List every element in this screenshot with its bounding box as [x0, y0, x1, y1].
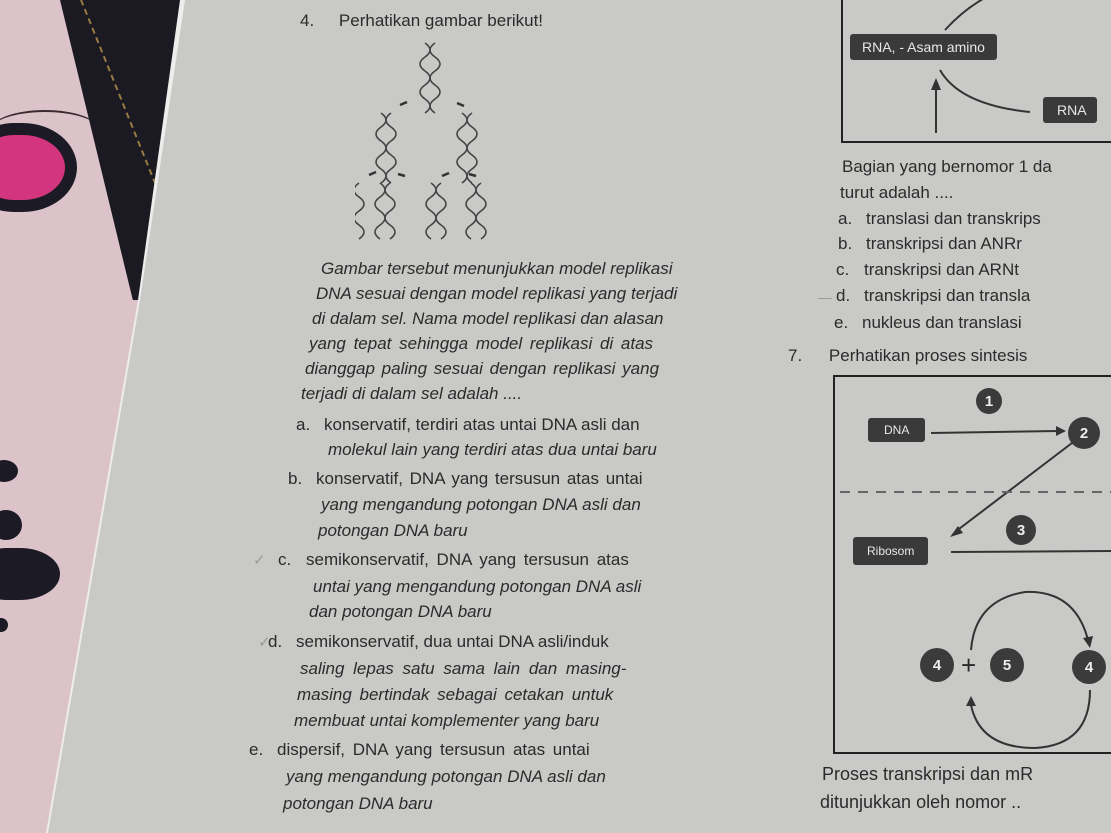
number-circle-4: 4 — [920, 648, 954, 682]
option-text: yang mengandung potongan DNA asli dan — [286, 767, 606, 786]
option-text: konservatif, DNA yang tersusun atas untai — [316, 469, 643, 488]
option-letter: d. — [836, 286, 851, 305]
stem-line: terjadi di dalam sel adalah .... — [301, 384, 523, 403]
rna-asam-amino-tag: RNA, - Asam amino — [850, 34, 997, 60]
number-circle-5: 5 — [990, 648, 1024, 682]
option-letter: a. — [838, 209, 853, 228]
option-text: transkripsi dan ANRr — [866, 234, 1022, 253]
number-circle-2: 2 — [1068, 417, 1100, 449]
stem-line: DNA sesuai dengan model replikasi yang terjadi — [316, 284, 678, 303]
option-letter: c. — [278, 550, 292, 569]
stem-line: Gambar tersebut menunjukkan model replikasi — [321, 259, 673, 278]
option-text: potongan DNA baru — [318, 521, 468, 540]
plus-sign: + — [961, 650, 977, 680]
number-circle-3: 3 — [1006, 515, 1036, 545]
option-letter: b. — [838, 234, 853, 253]
dna-tag: DNA — [868, 418, 925, 442]
option-text: potongan DNA baru — [283, 794, 433, 813]
option-text: konservatif, terdiri atas untai DNA asli dan — [324, 415, 640, 434]
option-text: yang mengandung potongan DNA asli dan — [321, 495, 641, 514]
option-text: untai yang mengandung potongan DNA asli — [313, 577, 642, 596]
option-text: nukleus dan translasi — [862, 313, 1022, 332]
option-letter: e. — [249, 740, 264, 759]
option-text: dan potongan DNA baru — [309, 602, 492, 621]
question-number: 7. — [788, 346, 803, 365]
question-prompt: Perhatikan gambar berikut! — [338, 11, 544, 30]
option-letter: b. — [288, 469, 303, 488]
option-text: masing bertindak sebagai cetakan untuk — [297, 685, 614, 704]
option-text: semikonservatif, DNA yang tersusun atas — [306, 550, 629, 569]
question-prompt: Perhatikan proses sintesis — [828, 346, 1028, 365]
pencil-check-icon: — — [818, 289, 832, 305]
pencil-check-icon: ✓ — [253, 552, 266, 569]
number-circle-4-right: 4 — [1072, 650, 1106, 684]
option-text: semikonservatif, dua untai DNA asli/induk — [296, 632, 609, 651]
option-text: transkripsi dan ARNt — [864, 260, 1019, 279]
stem-line: yang tepat sehingga model replikasi di atas — [309, 334, 654, 353]
option-letter: e. — [834, 313, 849, 332]
option-text: transkripsi dan transla — [864, 286, 1031, 305]
number-circle-1: 1 — [976, 388, 1002, 414]
option-letter: c. — [836, 260, 850, 279]
question-6-stem-line: turut adalah .... — [840, 183, 954, 202]
option-letter: d. — [268, 632, 283, 651]
option-text: membuat untai komplementer yang baru — [294, 711, 600, 730]
stem-line: di dalam sel. Nama model replikasi dan alasan — [312, 309, 664, 328]
option-text: translasi dan transkrips — [866, 209, 1041, 228]
option-letter: a. — [296, 415, 311, 434]
stem-line: dianggap paling sesuai dengan replikasi yang — [305, 359, 660, 378]
question-6-stem-line: Bagian yang bernomor 1 da — [842, 157, 1052, 176]
option-text: dispersif, DNA yang tersusun atas untai — [277, 740, 590, 759]
rna-tag: RNA — [1043, 97, 1097, 123]
ribosom-tag: Ribosom — [853, 537, 928, 565]
option-text: molekul lain yang terdiri atas dua untai baru — [328, 440, 657, 459]
question-number: 4. — [300, 11, 315, 30]
question-7-stem-line: Proses transkripsi dan mR — [822, 764, 1034, 784]
pencil-check-icon: ✓ — [258, 634, 271, 651]
question-7-stem-line: ditunjukkan oleh nomor .. — [820, 792, 1022, 812]
option-text: saling lepas satu sama lain dan masing- — [300, 659, 627, 678]
